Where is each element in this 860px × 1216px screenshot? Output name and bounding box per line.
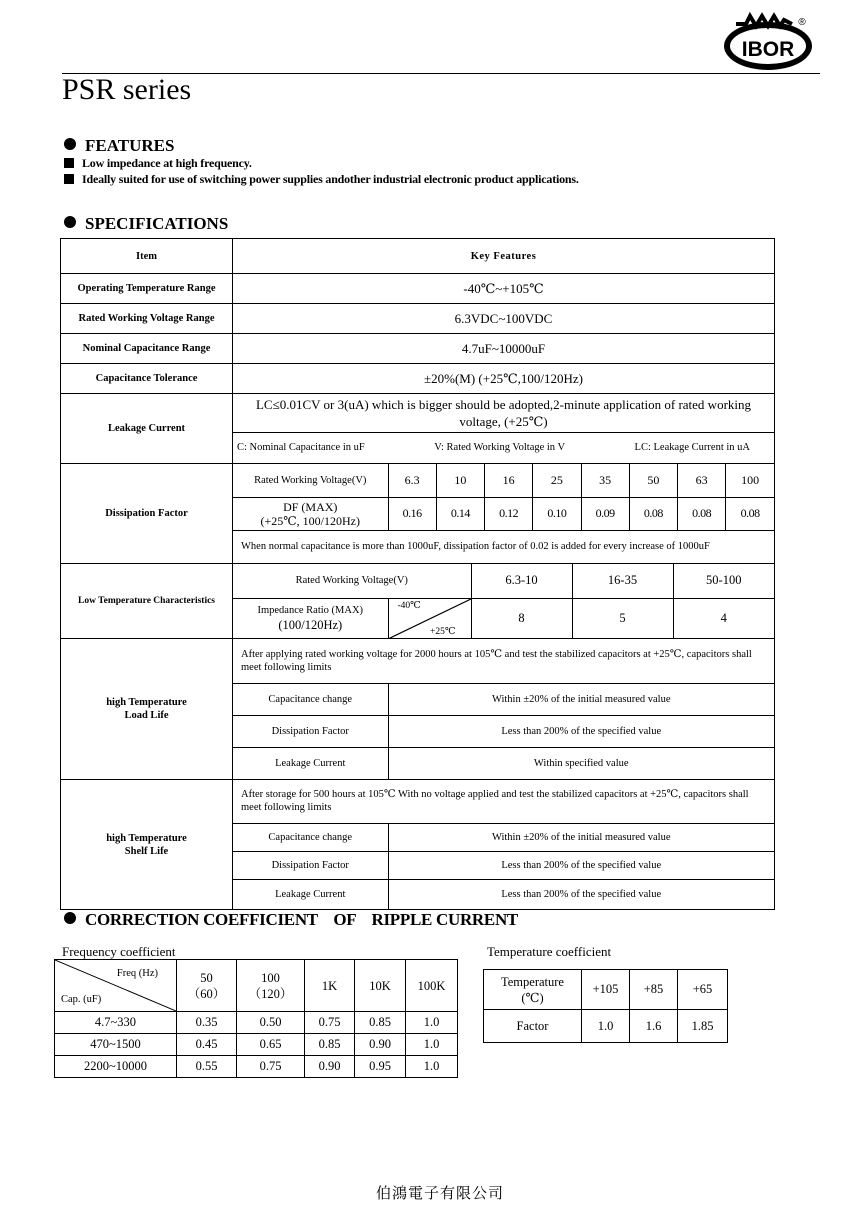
specifications-table — [60, 238, 775, 910]
df-voltage: 10 — [436, 464, 484, 497]
freq-value: 0.55 — [177, 1056, 237, 1078]
freq-value: 1.0 — [406, 1012, 458, 1034]
freq-corner-top: Freq (Hz) — [116, 968, 158, 979]
ibor-logo — [722, 12, 814, 72]
table-row — [61, 334, 775, 364]
load-life-label — [61, 639, 233, 780]
lt-voltage: 50-100 — [673, 564, 774, 598]
table-row — [55, 1012, 458, 1034]
square-bullet-icon — [64, 174, 74, 184]
table-row — [61, 274, 775, 304]
df-value: 0.08 — [629, 497, 677, 530]
lt-ratio: 4 — [673, 598, 774, 638]
table-row — [61, 564, 775, 639]
cap-range: 4.7~330 — [55, 1012, 177, 1034]
freq-value: 0.75 — [305, 1012, 355, 1034]
header-item: Item — [61, 239, 233, 274]
df-values-row — [233, 497, 774, 530]
load-life-text: After applying rated working voltage for 2000 hours at 105℃ and test the stabilized capacitors at +25℃, capacitors shall meet following limits — [241, 648, 752, 673]
bullet-dot-icon — [64, 138, 76, 150]
table-row — [55, 1034, 458, 1056]
freq-value: 0.75 — [237, 1056, 305, 1078]
load-value: Within specified value — [388, 747, 774, 779]
load-value: Within ±20% of the initial measured value — [388, 683, 774, 715]
freq-value: 0.90 — [355, 1034, 406, 1056]
shelf-life-label-2: Shelf Life — [124, 845, 169, 857]
df-value: 0.09 — [581, 497, 629, 530]
df-value: 0.16 — [388, 497, 436, 530]
temp-header-2: (℃) — [521, 990, 544, 1005]
square-bullet-icon — [64, 158, 74, 168]
shelf-item: Leakage Current — [233, 879, 388, 909]
low-temp-label: Low Temperature Characteristics — [61, 564, 233, 639]
specifications-heading — [64, 214, 228, 234]
df-max-label-2: (+25℃, 100/120Hz) — [260, 513, 360, 528]
df-voltage-label: Rated Working Voltage(V) — [254, 474, 367, 486]
temp-value: +105 — [582, 970, 630, 1010]
freq-header-line: 50 — [200, 970, 213, 985]
impedance-label-2: (100/120Hz) — [278, 618, 343, 633]
lt-ratio-row — [233, 598, 774, 638]
header-key-features: Key Features — [233, 239, 775, 274]
shelf-value: Within ±20% of the initial measured value — [388, 823, 774, 851]
lt-ratio: 8 — [471, 598, 572, 638]
voltage-range-label: Rated Working Voltage Range — [61, 304, 233, 334]
dissipation-cell — [233, 464, 775, 564]
cap-range: 2200~10000 — [55, 1056, 177, 1078]
diagonal-cell — [388, 598, 471, 638]
freq-value: 0.90 — [305, 1056, 355, 1078]
table-row — [55, 1056, 458, 1078]
freq-header-row — [55, 960, 458, 1012]
leakage-label: Leakage Current — [61, 394, 233, 464]
freq-value: 0.45 — [177, 1034, 237, 1056]
tolerance-label: Capacitance Tolerance — [61, 364, 233, 394]
table-row — [61, 780, 775, 910]
load-life-label-1: high Temperature — [106, 697, 187, 708]
df-voltage-row — [233, 464, 774, 497]
temp-value: +85 — [630, 970, 678, 1010]
freq-header-line: 1K — [321, 978, 338, 993]
features-heading-text: FEATURES — [85, 136, 175, 155]
df-note: When normal capacitance is more than 1000uF, dissipation factor of 0.02 is added for every increase of 1000uF — [233, 530, 774, 563]
lt-ratio: 5 — [572, 598, 673, 638]
freq-header-line: （60） — [187, 986, 226, 1001]
correction-heading-text: CORRECTION COEFFICIENT OF RIPPLE CURRENT — [85, 910, 518, 929]
df-note-row — [233, 530, 774, 563]
df-value: 0.12 — [485, 497, 533, 530]
df-value: 0.08 — [678, 497, 726, 530]
leakage-cell — [233, 394, 775, 464]
freq-header — [305, 960, 355, 1012]
freq-header-line: （120） — [248, 986, 293, 1001]
df-voltage: 63 — [678, 464, 726, 497]
df-max-label-1: DF (MAX) — [283, 499, 338, 514]
diag-top-label: -40℃ — [397, 600, 421, 611]
lt-voltage: 16-35 — [572, 564, 673, 598]
feature-item — [64, 171, 579, 187]
shelf-value: Less than 200% of the specified value — [388, 851, 774, 879]
factor-value: 1.6 — [630, 1010, 678, 1043]
load-item: Leakage Current — [233, 747, 388, 779]
freq-header — [355, 960, 406, 1012]
freq-value: 1.0 — [406, 1056, 458, 1078]
df-voltage: 6.3 — [388, 464, 436, 497]
table-row — [61, 239, 775, 274]
correction-heading — [64, 910, 518, 930]
capacitance-range-value: 4.7uF~10000uF — [233, 334, 775, 364]
load-value: Less than 200% of the specified value — [388, 715, 774, 747]
lt-voltage-row — [233, 564, 774, 598]
legend-lc: LC: Leakage Current in uA — [634, 442, 750, 454]
shelf-life-label-1: high Temperature — [106, 832, 187, 844]
factor-label: Factor — [484, 1010, 582, 1043]
dissipation-label: Dissipation Factor — [61, 464, 233, 564]
logo-text: IBOR — [741, 38, 795, 61]
operating-temp-value: -40℃~+105℃ — [233, 274, 775, 304]
table-row — [61, 639, 775, 780]
freq-value: 0.85 — [355, 1012, 406, 1034]
cap-range: 470~1500 — [55, 1034, 177, 1056]
bullet-dot-icon — [64, 912, 76, 924]
df-value: 0.08 — [726, 497, 774, 530]
shelf-value: Less than 200% of the specified value — [388, 879, 774, 909]
capacitance-range-label: Nominal Capacitance Range — [61, 334, 233, 364]
feature-text: Low impedance at high frequency. — [82, 156, 252, 170]
feature-text: Ideally suited for use of switching power supplies andother industrial electronic product applications. — [82, 172, 579, 186]
df-value: 0.10 — [533, 497, 581, 530]
load-item: Capacitance change — [233, 683, 388, 715]
shelf-life-inner — [233, 780, 774, 909]
operating-temp-label: Operating Temperature Range — [61, 274, 233, 304]
leakage-inner — [233, 395, 774, 463]
temp-factor-row — [484, 1010, 728, 1043]
lt-voltage: 6.3-10 — [471, 564, 572, 598]
bullet-dot-icon — [64, 216, 76, 228]
diag-bottom-label: +25℃ — [430, 627, 456, 637]
table-row — [61, 464, 775, 564]
freq-corner-cell — [55, 960, 177, 1012]
temp-value: +65 — [678, 970, 728, 1010]
temperature-caption: Temperature coefficient — [487, 944, 612, 959]
leakage-legend — [233, 433, 774, 463]
shelf-life-label — [61, 780, 233, 910]
df-value: 0.14 — [436, 497, 484, 530]
temp-header — [484, 970, 582, 1010]
freq-header-line: 100K — [417, 978, 446, 993]
df-voltage: 35 — [581, 464, 629, 497]
freq-header — [237, 960, 305, 1012]
shelf-item: Dissipation Factor — [233, 851, 388, 879]
df-voltage: 100 — [726, 464, 774, 497]
leakage-text: LC≤0.01CV or 3(uA) which is bigger should be adopted,2-minute application of rated working voltage, (+25℃) — [255, 397, 752, 430]
load-life-label-2: Load Life — [124, 710, 169, 721]
series-title: PSR series — [62, 73, 192, 106]
table-row — [61, 394, 775, 464]
freq-header — [177, 960, 237, 1012]
freq-value: 0.65 — [237, 1034, 305, 1056]
legend-c: C: Nominal Capacitance in uF — [237, 442, 365, 454]
freq-corner-bottom: Cap. (uF) — [61, 994, 102, 1005]
freq-value: 0.50 — [237, 1012, 305, 1034]
low-temp-cell — [233, 564, 775, 639]
table-row — [61, 304, 775, 334]
df-voltage: 16 — [485, 464, 533, 497]
frequency-coefficient-table — [54, 959, 458, 1078]
freq-value: 0.35 — [177, 1012, 237, 1034]
freq-value: 0.85 — [305, 1034, 355, 1056]
feature-item — [64, 155, 252, 171]
frequency-caption: Frequency coefficient — [62, 944, 176, 959]
voltage-range-value: 6.3VDC~100VDC — [233, 304, 775, 334]
registered-mark: ® — [798, 17, 806, 28]
load-item: Dissipation Factor — [233, 715, 388, 747]
df-voltage: 50 — [629, 464, 677, 497]
low-temp-inner — [233, 564, 774, 638]
impedance-label-1: Impedance Ratio (MAX) — [257, 605, 364, 617]
features-heading — [64, 136, 174, 156]
tolerance-value: ±20%(M) (+25℃,100/120Hz) — [233, 364, 775, 394]
df-max-label — [233, 497, 388, 530]
factor-value: 1.0 — [582, 1010, 630, 1043]
freq-value: 1.0 — [406, 1034, 458, 1056]
freq-value: 0.95 — [355, 1056, 406, 1078]
legend-v: V: Rated Working Voltage in V — [434, 442, 566, 454]
df-voltage: 25 — [533, 464, 581, 497]
lt-voltage-label: Rated Working Voltage(V) — [295, 575, 408, 587]
load-life-inner — [233, 639, 774, 779]
impedance-label — [233, 598, 388, 638]
shelf-life-cell — [233, 780, 775, 910]
specifications-heading-text: SPECIFICATIONS — [85, 214, 229, 233]
temp-header-row — [484, 970, 728, 1010]
factor-value: 1.85 — [678, 1010, 728, 1043]
temp-header-1: Temperature — [501, 974, 564, 989]
shelf-item: Capacitance change — [233, 823, 388, 851]
table-row — [61, 364, 775, 394]
load-life-cell — [233, 639, 775, 780]
company-footer: 伯鴻電子有限公司 — [375, 1186, 504, 1202]
dissipation-inner — [233, 464, 774, 563]
shelf-life-text: After storage for 500 hours at 105℃ With no voltage applied and test the stabilized capacitors at +25℃, capacitors shall meet following limits — [241, 789, 749, 814]
freq-header-line: 10K — [369, 978, 391, 993]
freq-header — [406, 960, 458, 1012]
freq-header-line: 100 — [261, 970, 280, 985]
temperature-coefficient-table — [483, 969, 728, 1043]
